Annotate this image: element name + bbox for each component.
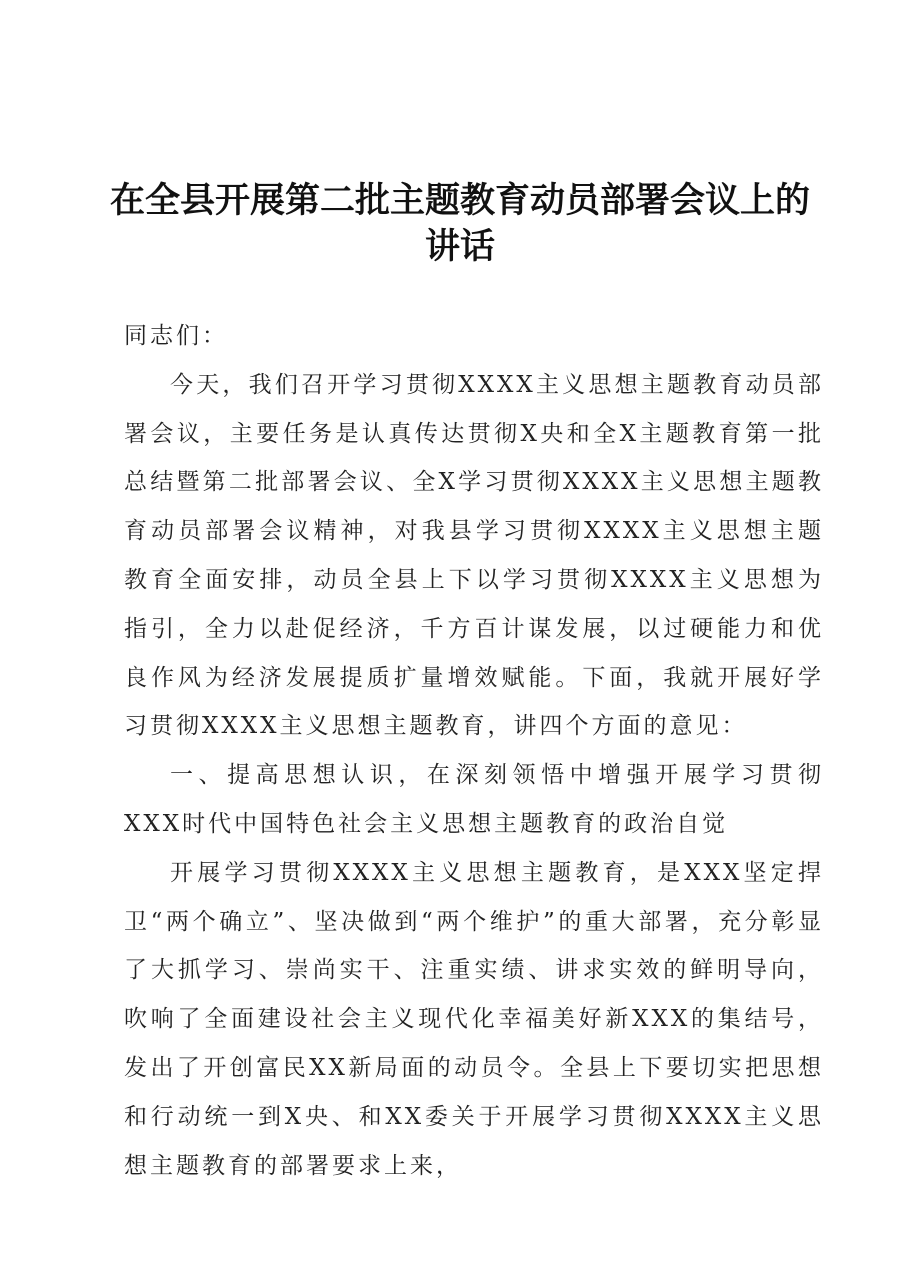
paragraph-section-one: 开展学习贯彻XXXX主义思想主题教育，是XXX坚定捍卫“两个确立”、坚决做到“两个维护”的重大部署，充分彰显了大抓学习、崇尚实干、注重实绩、讲求实效的鲜明导向，吹响了全面建设社会主义现代化幸福美好新XXX的集结号，发出了开创富民XX新局面的动员令。全县上下要切实把思想和行动统一到X央、和XX委关于开展学习贯彻XXXX主义思想主题教育的部署要求上来， (124, 859, 824, 1179)
document-body (124, 312, 824, 1190)
salutation: 同志们： (124, 323, 228, 349)
paragraph-intro: 今天，我们召开学习贯彻XXXX主义思想主题教育动员部署会议，主要任务是认真传达贯彻X央和全X主题教育第一批总结暨第二批部署会议、全X学习贯彻XXXX主义思想主题教育动员部署会议精神，对我县学习贯彻XXXX主义思想主题教育全面安排，动员全县上下以学习贯彻XXXX主义思想为指引，全力以赴促经济，千方百计谋发展，以过硬能力和优良作风为经济发展提质扩量增效赋能。下面，我就开展好学习贯彻XXXX主义思想主题教育，讲四个方面的意见： (124, 371, 824, 740)
section-heading-one: 一、提高思想认识，在深刻领悟中增强开展学习贯彻XXX时代中国特色社会主义思想主题教育的政治自觉 (124, 762, 824, 837)
document-title: 在全县开展第二批主题教育动员部署会议上的讲话 (110, 180, 811, 267)
